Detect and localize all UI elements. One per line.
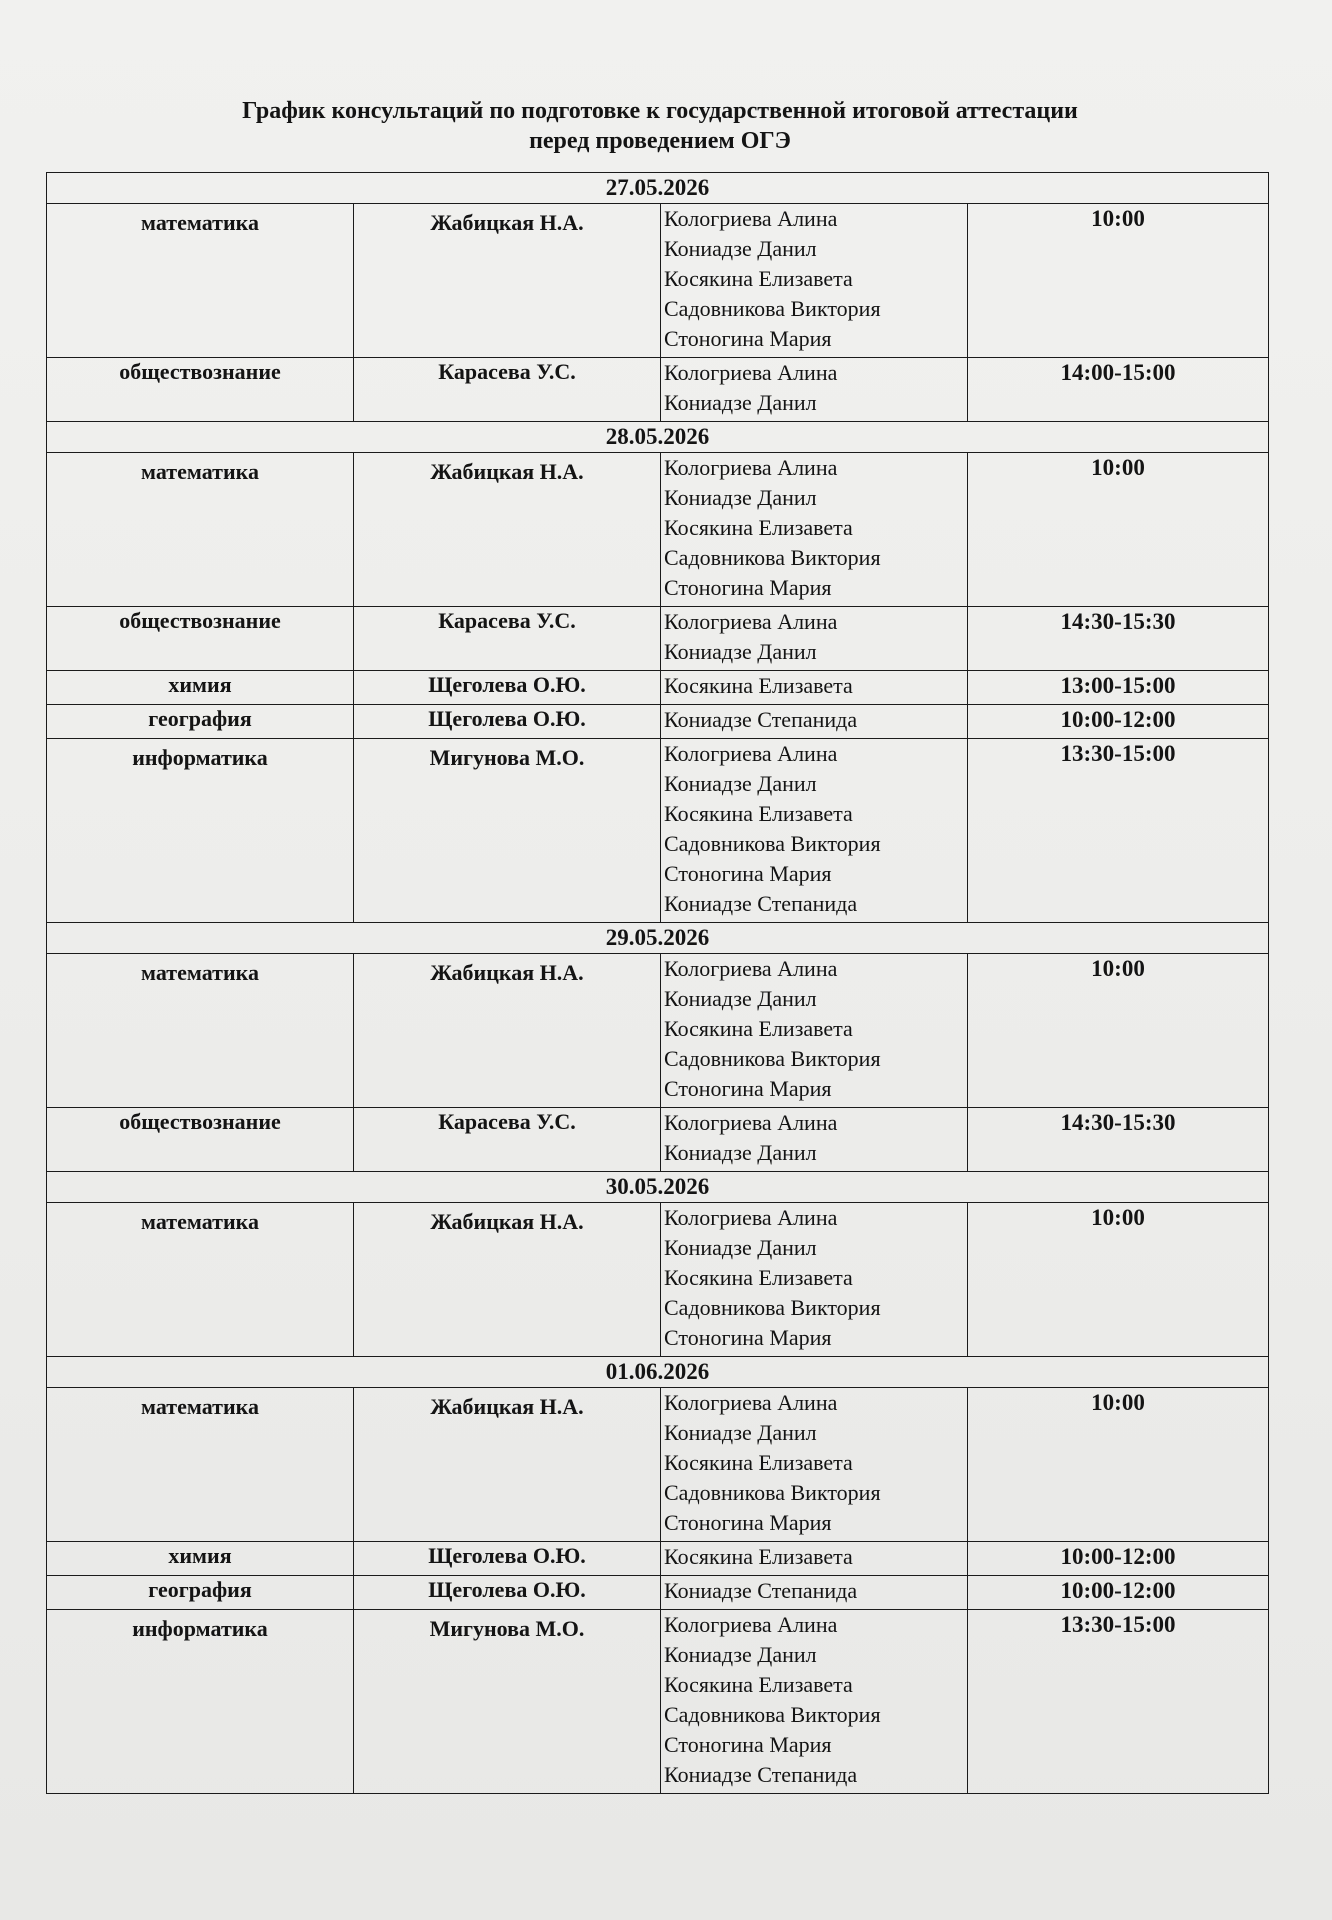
student-name: Косякина Елизавета [664,673,853,698]
student-name: Кологриева Алина [664,1390,838,1415]
date-heading: 28.05.2026 [47,422,1269,453]
subject-cell: информатика [47,739,354,923]
teacher-cell: Жабицкая Н.А. [354,204,661,358]
student-name: Садовникова Виктория [664,1295,881,1320]
consultation-row [47,1388,1269,1542]
student-name: Садовникова Виктория [664,1480,881,1505]
students-cell [661,358,968,422]
student-name: Кониадзе Данил [664,390,817,415]
student-name: Стоногина Мария [664,1076,832,1101]
time-cell: 14:30-15:30 [968,607,1269,671]
time-cell: 13:00-15:00 [968,671,1269,705]
student-name: Кониадзе Данил [664,1140,817,1165]
consultation-row [47,1542,1269,1576]
student-name: Кологриева Алина [664,360,838,385]
time-cell: 13:30-15:00 [968,1610,1269,1794]
teacher-cell: Щеголева О.Ю. [354,671,661,705]
consultation-row [47,607,1269,671]
student-name: Косякина Елизавета [664,1544,853,1569]
subject-cell: обществознание [47,358,354,422]
student-name: Кониадзе Данил [664,1642,817,1667]
student-name: Косякина Елизавета [664,1672,853,1697]
student-name: Косякина Елизавета [664,801,853,826]
date-heading: 01.06.2026 [47,1357,1269,1388]
students-cell [661,1576,968,1610]
student-name: Кологриева Алина [664,1110,838,1135]
consultation-row [47,1203,1269,1357]
teacher-cell: Карасева У.С. [354,1108,661,1172]
subject-cell: обществознание [47,607,354,671]
student-name: Кониадзе Данил [664,771,817,796]
subject-cell: математика [47,453,354,607]
student-name: Кониадзе Данил [664,485,817,510]
student-name: Садовникова Виктория [664,296,881,321]
consultation-row [47,954,1269,1108]
consultation-row [47,705,1269,739]
student-name: Косякина Елизавета [664,1450,853,1475]
consultation-row [47,453,1269,607]
time-cell: 13:30-15:00 [968,739,1269,923]
student-name: Кологриева Алина [664,1612,838,1637]
date-row [47,923,1269,954]
teacher-cell: Мигунова М.О. [354,1610,661,1794]
student-name: Стоногина Мария [664,1325,832,1350]
consultation-row [47,671,1269,705]
time-cell: 10:00 [968,1203,1269,1357]
student-name: Кониадзе Данил [664,639,817,664]
consultation-row [47,1576,1269,1610]
subject-cell: математика [47,954,354,1108]
student-name: Кологриева Алина [664,741,838,766]
students-cell [661,1108,968,1172]
subject-cell: география [47,1576,354,1610]
student-name: Кониадзе Данил [664,236,817,261]
time-cell: 10:00-12:00 [968,1542,1269,1576]
teacher-cell: Жабицкая Н.А. [354,1203,661,1357]
time-cell: 10:00 [968,1388,1269,1542]
time-cell: 10:00-12:00 [968,705,1269,739]
teacher-cell: Жабицкая Н.А. [354,954,661,1108]
student-name: Кониадзе Степанида [664,1762,858,1787]
students-cell [661,671,968,705]
subject-cell: математика [47,204,354,358]
consultation-row [47,739,1269,923]
time-cell: 10:00 [968,204,1269,358]
student-name: Садовникова Виктория [664,1046,881,1071]
date-heading: 29.05.2026 [47,923,1269,954]
students-cell [661,1388,968,1542]
date-row [47,422,1269,453]
students-cell [661,1203,968,1357]
students-cell [661,739,968,923]
time-cell: 10:00-12:00 [968,1576,1269,1610]
consultation-schedule-table [46,172,1269,1794]
students-cell [661,954,968,1108]
date-row [47,173,1269,204]
schedule-body [47,173,1269,1794]
student-name: Косякина Елизавета [664,515,853,540]
teacher-cell: Карасева У.С. [354,607,661,671]
student-name: Кониадзе Данил [664,1420,817,1445]
student-name: Стоногина Мария [664,861,832,886]
consultation-row [47,1108,1269,1172]
student-name: Стоногина Мария [664,326,832,351]
student-name: Кологриева Алина [664,206,838,231]
student-name: Кониадзе Данил [664,986,817,1011]
subject-cell: математика [47,1203,354,1357]
time-cell: 10:00 [968,954,1269,1108]
student-name: Садовникова Виктория [664,545,881,570]
date-row [47,1172,1269,1203]
teacher-cell: Щеголева О.Ю. [354,1542,661,1576]
student-name: Кониадзе Степанида [664,707,858,732]
time-cell: 14:00-15:00 [968,358,1269,422]
student-name: Стоногина Мария [664,1510,832,1535]
students-cell [661,1542,968,1576]
subject-cell: география [47,705,354,739]
student-name: Кониадзе Степанида [664,1578,858,1603]
student-name: Садовникова Виктория [664,1702,881,1727]
subject-cell: информатика [47,1610,354,1794]
students-cell [661,1610,968,1794]
student-name: Кологриева Алина [664,1205,838,1230]
students-cell [661,705,968,739]
consultation-row [47,358,1269,422]
teacher-cell: Жабицкая Н.А. [354,1388,661,1542]
student-name: Садовникова Виктория [664,831,881,856]
time-cell: 14:30-15:30 [968,1108,1269,1172]
student-name: Косякина Елизавета [664,1265,853,1290]
date-row [47,1357,1269,1388]
students-cell [661,607,968,671]
consultation-row [47,204,1269,358]
subject-cell: химия [47,671,354,705]
subject-cell: математика [47,1388,354,1542]
students-cell [661,453,968,607]
subject-cell: химия [47,1542,354,1576]
title-line-2: перед проведением ОГЭ [529,128,791,154]
date-heading: 30.05.2026 [47,1172,1269,1203]
student-name: Кологриева Алина [664,609,838,634]
student-name: Кологриева Алина [664,455,838,480]
students-cell [661,204,968,358]
title-line-1: График консультаций по подготовке к государственной итоговой аттестации [242,98,1078,124]
student-name: Кониадзе Данил [664,1235,817,1260]
date-heading: 27.05.2026 [47,173,1269,204]
student-name: Кониадзе Степанида [664,891,858,916]
consultation-row [47,1610,1269,1794]
student-name: Косякина Елизавета [664,1016,853,1041]
student-name: Стоногина Мария [664,575,832,600]
teacher-cell: Карасева У.С. [354,358,661,422]
time-cell: 10:00 [968,453,1269,607]
document-title [80,96,1240,156]
student-name: Стоногина Мария [664,1732,832,1757]
student-name: Косякина Елизавета [664,266,853,291]
teacher-cell: Щеголева О.Ю. [354,1576,661,1610]
student-name: Кологриева Алина [664,956,838,981]
teacher-cell: Жабицкая Н.А. [354,453,661,607]
subject-cell: обществознание [47,1108,354,1172]
teacher-cell: Мигунова М.О. [354,739,661,923]
teacher-cell: Щеголева О.Ю. [354,705,661,739]
